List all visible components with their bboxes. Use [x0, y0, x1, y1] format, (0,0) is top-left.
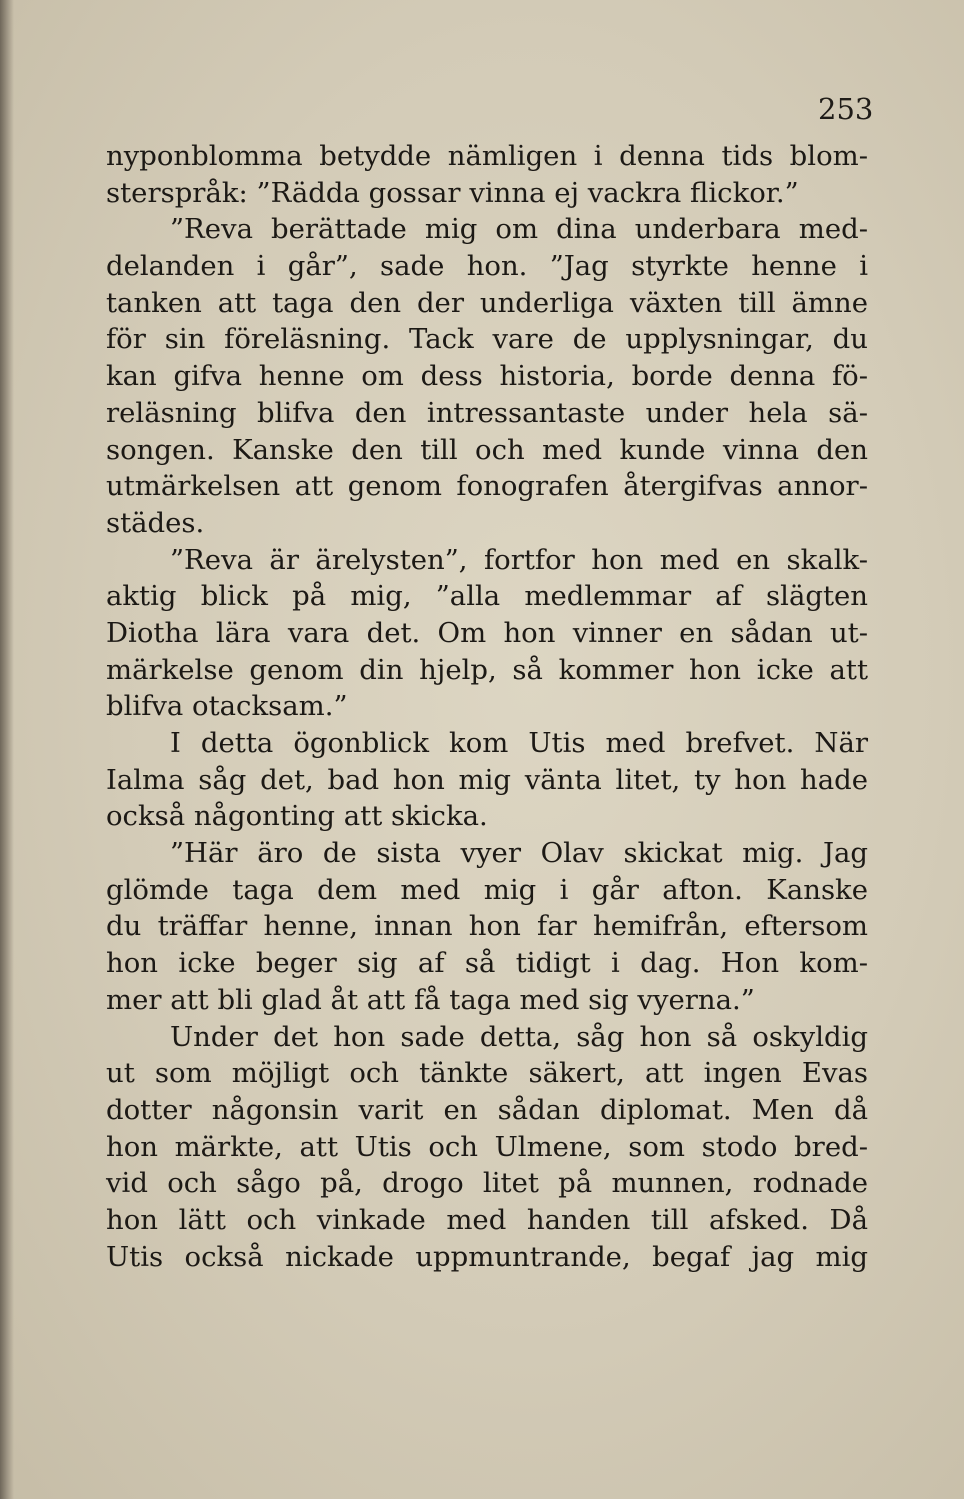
spine-shadow [0, 0, 14, 1499]
text-line: utmärkelsen att genom fonografen återgifvas annor- [106, 470, 868, 503]
text-line: ”Här äro de sista vyer Olav skickat mig. Jag [170, 837, 868, 870]
text-line: vid och sågo på, drogo litet på munnen, rodnade [106, 1167, 868, 1200]
text-line: songen. Kanske den till och med kunde vinna den [106, 433, 868, 466]
text-line: för sin föreläsning. Tack vare de upplysningar, du [106, 323, 868, 356]
text-line: ”Reva är ärelysten”, fortfor hon med en skalk- [170, 543, 868, 576]
text-line: hon märkte, att Utis och Ulmene, som stodo bred- [106, 1130, 868, 1163]
text-line: kan gifva henne om dess historia, borde denna fö- [106, 360, 868, 393]
body-text [106, 138, 868, 1275]
text-line: märkelse genom din hjelp, så kommer hon icke att [106, 653, 868, 686]
text-line: blifva otacksam.” [106, 690, 348, 723]
text-line: reläsning blifva den intressantaste under hela sä- [106, 396, 868, 429]
text-line: sterspråk: ”Rädda gossar vinna ej vackra flickor.” [106, 176, 799, 209]
text-line: städes. [106, 506, 205, 539]
text-line: delanden i går”, sade hon. ”Jag styrkte henne i [106, 250, 868, 283]
text-line: Ialma såg det, bad hon mig vänta litet, ty hon hade [106, 763, 868, 796]
text-line: glömde taga dem med mig i går afton. Kanske [106, 873, 868, 906]
text-line: du träffar henne, innan hon far hemifrån, eftersom [106, 910, 868, 943]
text-line: dotter någonsin varit en sådan diplomat. Men då [106, 1093, 868, 1126]
page-number: 253 [818, 92, 874, 126]
text-line: hon lätt och vinkade med handen till afsked. Då [106, 1203, 868, 1236]
text-line: ut som möjligt och tänkte säkert, att ingen Evas [106, 1057, 868, 1090]
text-line: också någonting att skicka. [106, 800, 488, 833]
text-line: mer att bli glad åt att få taga med sig vyerna.” [106, 983, 755, 1016]
text-line: Under det hon sade detta, såg hon så oskyldig [170, 1020, 868, 1053]
text-line: Utis också nickade uppmuntrande, begaf jag mig [106, 1240, 868, 1273]
text-line: hon icke beger sig af så tidigt i dag. Hon kom- [106, 947, 868, 980]
text-line: I detta ögonblick kom Utis med brefvet. När [170, 727, 868, 759]
text-line: tanken att taga den der underliga växten till ämne [106, 286, 868, 319]
text-line: Diotha lära vara det. Om hon vinner en sådan ut- [106, 616, 868, 649]
text-line: aktig blick på mig, ”alla medlemmar af slägten [106, 580, 868, 613]
text-line: nyponblomma betydde nämligen i denna tids blom- [106, 140, 868, 172]
text-line: ”Reva berättade mig om dina underbara med- [170, 213, 868, 246]
